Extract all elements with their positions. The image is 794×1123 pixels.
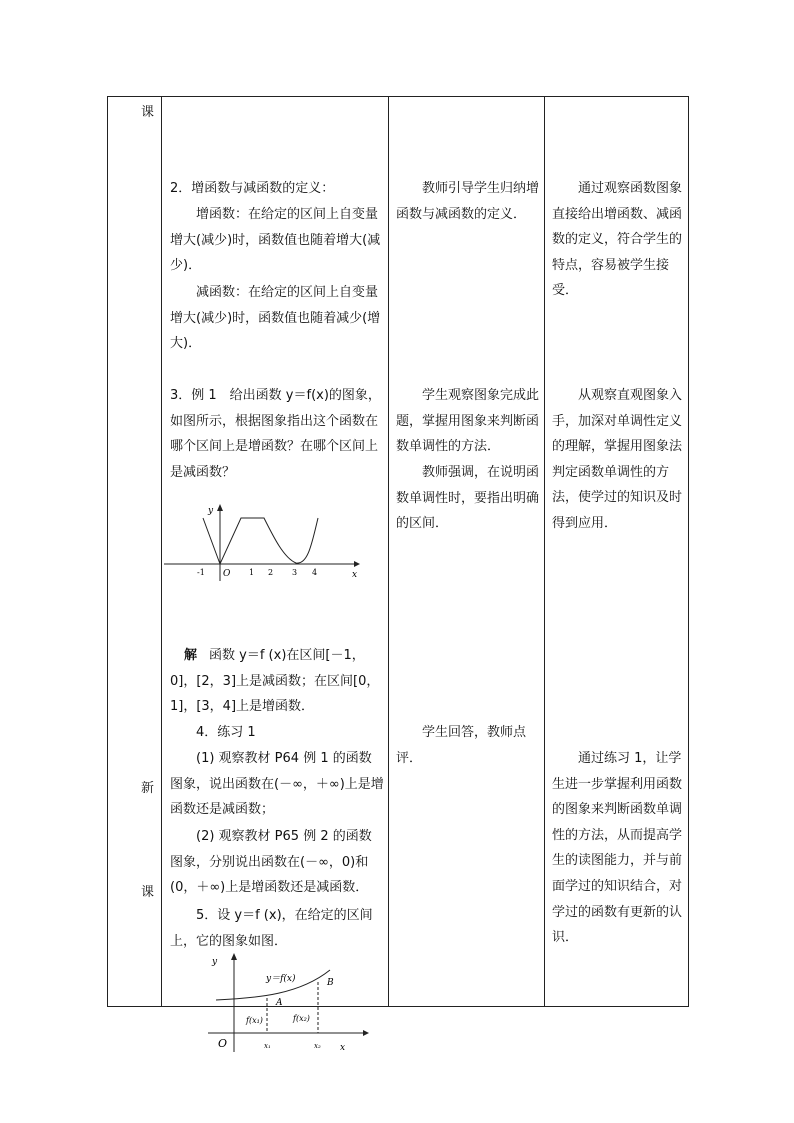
graph1-tick-2: 2 — [268, 568, 274, 577]
definition-increasing: 增函数：在给定的区间上自变量增大(减少)时，函数值也随着增大(减少)． — [170, 207, 381, 274]
graph1-tick-neg1: -1 — [197, 568, 205, 577]
graph2-x-arrow — [363, 1030, 369, 1036]
exercise-item-1: (1) 观察教材 P64 例 1 的函数图象，说出函数在(－∞，＋∞)上是增函数还是减函数； — [170, 751, 384, 818]
side-label-middle-b: 课 — [141, 885, 155, 900]
example-1-graph — [162, 503, 362, 581]
solution-body: 函数 y＝f (x)在区间[－1，0]，[2，3]上是减函数；在区间[0，1]，[3，4]上是增函数． — [170, 648, 380, 715]
table-divider-3 — [544, 96, 545, 1007]
graph1-y-arrow — [217, 504, 223, 511]
graph2-y-arrow — [231, 953, 237, 960]
table-divider-2 — [388, 96, 389, 1007]
design-intent-1: 通过观察函数图象直接给出增函数、减函数的定义，符合学生的特点，容易被学生接受． — [552, 181, 683, 299]
graph2-fx1-label: f(x₁) — [246, 1016, 263, 1025]
graph1-x-label: x — [352, 570, 358, 580]
solution-head: 解 — [184, 648, 198, 663]
graph2-x2-label: x₂ — [314, 1042, 321, 1050]
graph2-point-a: A — [276, 998, 283, 1008]
graph1-tick-4: 4 — [312, 568, 318, 577]
graph1-x-arrow — [354, 561, 360, 567]
graph2-x-label: x — [340, 1043, 346, 1053]
graph2-origin: O — [218, 1037, 228, 1050]
graph1-tick-3: 3 — [292, 568, 298, 577]
exercise-title: 4．练习 1 — [196, 725, 256, 740]
question-5-graph — [200, 952, 370, 1056]
solution-text — [170, 643, 384, 720]
definition-decreasing: 减函数：在给定的区间上自变量增大(减少)时，函数值也随着减少(增大)． — [170, 285, 381, 352]
graph2-point-b: B — [327, 978, 334, 988]
graph1-origin: O — [223, 569, 231, 579]
student-activity-1: 学生观察图象完成此题，掌握用图象来判断函数单调性的方法． — [396, 388, 540, 455]
graph2-x1-label: x₁ — [264, 1042, 271, 1050]
table-left-border — [107, 96, 108, 1007]
table-bottom-border — [107, 1006, 689, 1007]
design-intent-3: 通过练习 1，让学生进一步掌握利用函数的图象来判断函数单调性的方法，从而提高学生的读图能力，并与前面学过的知识结合，对学过的函数有更新的认识． — [552, 751, 683, 946]
teacher-activity-2: 教师强调，在说明函数单调性时，要指出明确的区间． — [396, 465, 540, 532]
example-1-text: 3．例 1 给出函数 y＝f(x)的图象，如图所示，根据图象指出这个函数在哪个区间上是增函数？在哪个区间上是减函数？ — [170, 388, 381, 480]
question-5-text: 5．设 y＝f (x)，在给定的区间上，它的图象如图． — [170, 908, 373, 949]
table-right-border — [688, 96, 689, 1007]
graph2-fx2-label: f(x₂) — [293, 1014, 310, 1023]
table-top-border — [107, 96, 689, 97]
graph1-tick-1: 1 — [249, 568, 255, 577]
side-label-top: 课 — [141, 105, 155, 120]
graph2-y-label: y — [212, 957, 218, 967]
teacher-activity-1: 教师引导学生归纳增函数与减函数的定义． — [396, 181, 540, 222]
student-activity-2: 学生回答，教师点评． — [396, 725, 527, 766]
definition-title: 2．增函数与减函数的定义： — [170, 181, 335, 196]
graph1-y-label: y — [208, 506, 214, 516]
exercise-item-2: (2) 观察教材 P65 例 2 的函数图象，分别说出函数在(－∞，0)和(0，＋∞)上是增函数还是减函数． — [170, 829, 372, 896]
design-intent-2: 从观察直观图象入手，加深对单调性定义的理解，掌握用图象法判定函数单调性的方法，使学过的知识及时得到应用． — [552, 388, 683, 531]
graph2-curve-label: y＝f(x) — [266, 974, 296, 984]
side-label-middle-a: 新 — [141, 781, 155, 796]
